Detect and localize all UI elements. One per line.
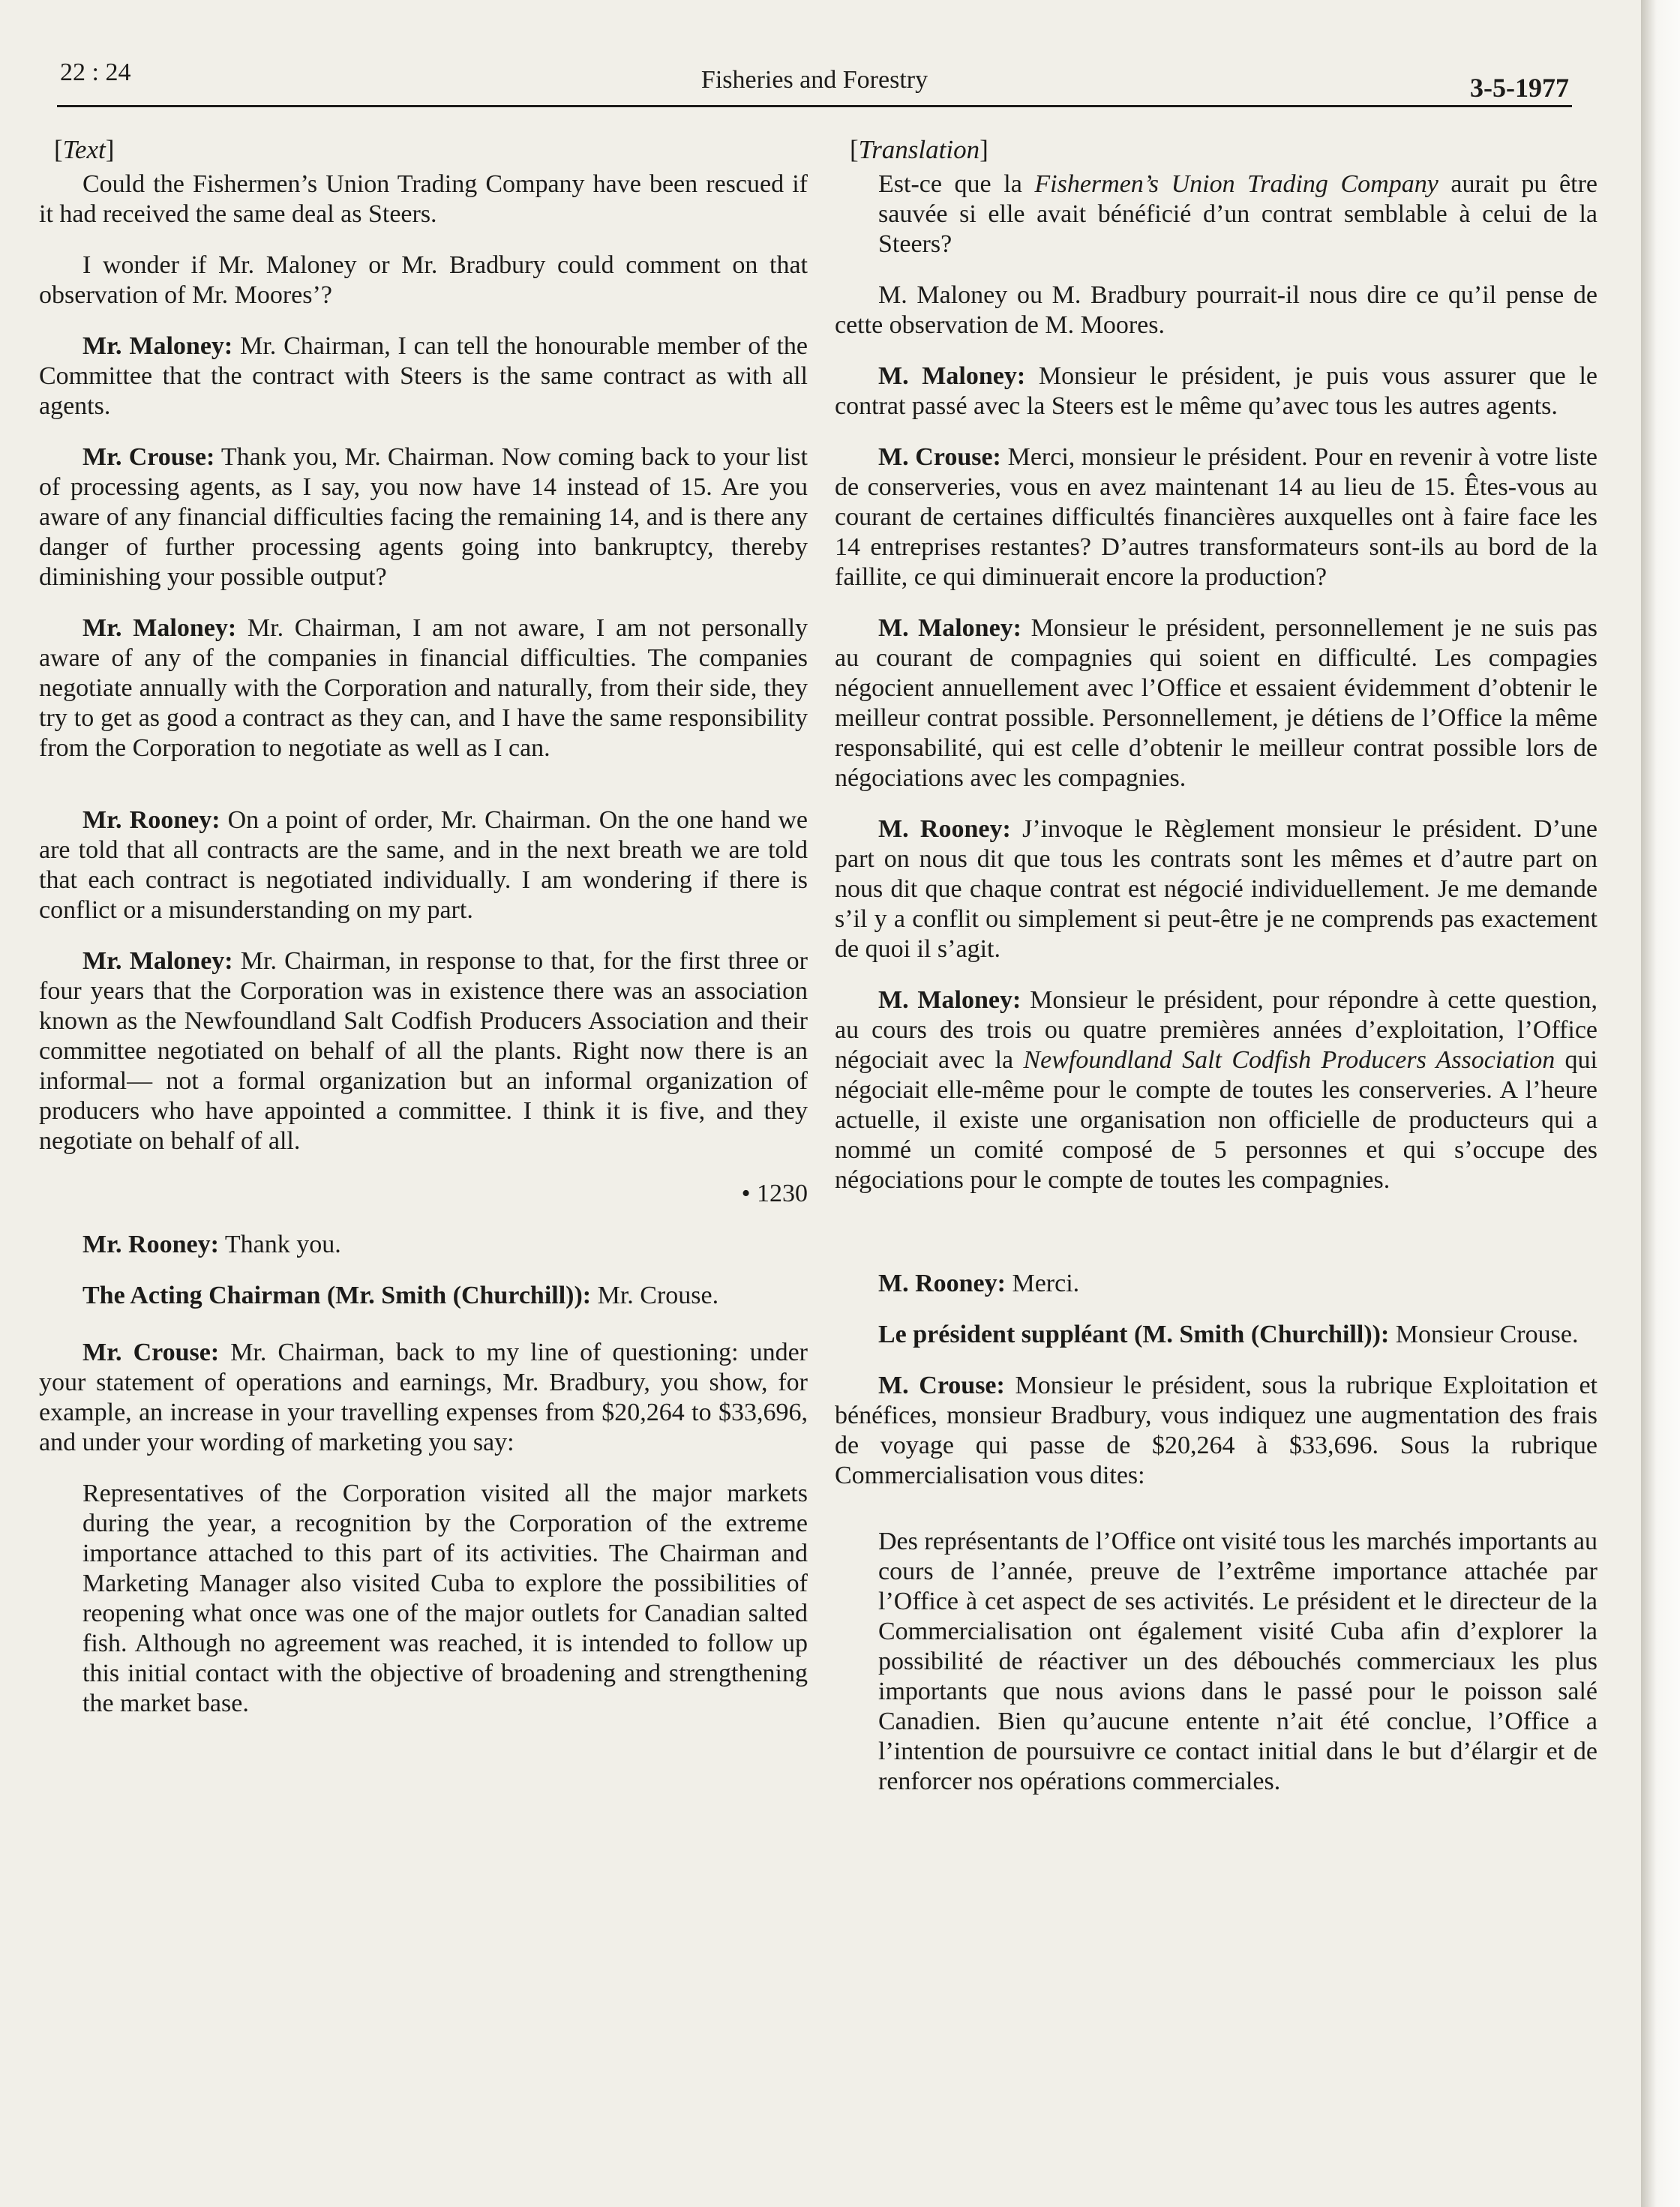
paragraph: M. Crouse: Monsieur le président, sous la rubrique Exploitation et bénéfices, monsieur Bradbury, vous indiquez une augmentation des frais de voyage qui passe de $20,264 à $33,696. Sous la rubrique Commercialisation vous dites:	[835, 1372, 1598, 1489]
paragraph: M. Maloney ou M. Bradbury pourrait-il nous dire ce qu’il pense de cette observation de M. Moores.	[835, 281, 1598, 339]
paragraph: Mr. Crouse: Thank you, Mr. Chairman. Now coming back to your list of processing agents, as I say, you now have 14 instead of 15. Are you aware of any financial difficulties facing the remaining 14, and is there any danger of further processing agents going into bankruptcy, thereby diminishing your possible output?	[39, 443, 808, 591]
column-label-translation: [Translation]	[850, 135, 988, 164]
paragraph: M. Maloney: Monsieur le président, personnellement je ne suis pas au courant de compagnies qui soient en difficulté. Les compagies négocient annuellement avec l’Office et essaient évidemment d’obtenir le meilleur contrat possible. Personnellement, je détiens de l’Office la même responsabilité, qui est celle d’obtenir le meilleur contrat possible lors de négociations avec les compagnies.	[835, 614, 1598, 792]
speaker-name: M. Crouse:	[878, 1372, 1005, 1399]
speaker-name: M. Maloney:	[878, 362, 1026, 390]
paragraph: M. Maloney: Monsieur le président, pour répondre à cette question, au cours des trois ou quatre premières années d’exploitation, l’Office négociait avec la Newfoundland Salt Codfish Producers Association qui négociait elle-même pour le compte de toutes les conserveries. A l’heure actuelle, il existe une organisation non officielle de producteurs qui a nommé un comité composé de 5 personnes et qui s’occupe des négociations pour le compte de toutes les compagnies.	[835, 986, 1598, 1194]
header-date: 3-5-1977	[1470, 73, 1569, 103]
speaker-name: Le président suppléant (M. Smith (Churchill)):	[878, 1321, 1390, 1348]
paragraph: Mr. Crouse: Mr. Chairman, back to my line of questioning: under your statement of operations and earnings, Mr. Bradbury, you show, for example, an increase in your travelling expenses from $20,264 to $33,696, and under your wording of marketing you say:	[39, 1339, 808, 1456]
speaker-name: Mr. Rooney:	[82, 806, 220, 834]
paragraph: Le président suppléant (M. Smith (Churchill)): Monsieur Crouse.	[878, 1321, 1579, 1348]
speaker-name: M. Maloney:	[878, 614, 1022, 642]
paragraph: The Acting Chairman (Mr. Smith (Churchill)): Mr. Crouse.	[82, 1282, 719, 1309]
french-column	[835, 135, 1598, 1818]
paragraph: M. Rooney: J’invoque le Règlement monsieur le président. D’une part on nous dit que tous les contrats sont les mêmes et d’autre part on nous dit que chaque contrat est négocié individuellement. Je me demande s’il y a conflit ou simplement si peut-être je ne comprends pas exactement de quoi il s’agit.	[835, 815, 1598, 963]
page-edge	[1641, 0, 1680, 2207]
publication-title: Fisheries and Forestry	[700, 66, 928, 94]
speaker-name: Mr. Maloney:	[82, 332, 233, 360]
speaker-name: The Acting Chairman (Mr. Smith (Churchill)):	[82, 1282, 592, 1309]
speaker-name: M. Rooney:	[878, 815, 1011, 843]
paragraph: M. Crouse: Merci, monsieur le président. Pour en revenir à votre liste de conserveries, vous en avez maintenant 14 au lieu de 15. Êtes-vous au courant de certaines difficultés financières auxquelles ont à faire face les 14 entreprises restantes? D’autres transformateurs sont-ils au bord de la faillite, ce qui diminuerait encore la production?	[835, 443, 1598, 591]
column-label-text: [Text]	[54, 135, 115, 164]
paragraph: I wonder if Mr. Maloney or Mr. Bradbury could comment on that observation of Mr. Moores’?	[39, 251, 808, 309]
block-quote: Des représentants de l’Office ont visité tous les marchés importants au cours de l’année, preuve de l’extrême importance attachée par l’Office à cet aspect de ses activités. Le président et le directeur de la Commercialisation ont également visité Cuba afin d’explorer la possibilité de réactiver un des débouchés commerciaux les plus importants que nous avions dans le passé pour le poisson salé Canadien. Bien qu’aucune entente n’ait été conclue, l’Office a l’intention de poursuivre ce contact initial dans le but d’élargir et de renforcer nos opérations commerciales.	[878, 1528, 1598, 1795]
paragraph: Mr. Maloney: Mr. Chairman, I can tell the honourable member of the Committee that the contract with Steers is the same contract as with all agents.	[39, 332, 808, 420]
paragraph: Mr. Rooney: Thank you.	[82, 1231, 341, 1258]
speaker-name: M. Crouse:	[878, 443, 1001, 471]
speaker-name: Mr. Maloney:	[82, 947, 233, 975]
speaker-name: M. Rooney:	[878, 1270, 1006, 1297]
paragraph: Mr. Maloney: Mr. Chairman, I am not aware, I am not personally aware of any of the companies in financial difficulties. The companies negotiate annually with the Corporation and naturally, from their side, they try to get as good a contract as they can, and I have the same responsibility from the Corporation to negotiate as well as I can.	[39, 614, 808, 762]
block-quote: Representatives of the Corporation visited all the major markets during the year, a recognition by the Corporation of the extreme importance attached to this part of its activities. The Chairman and Marketing Manager also visited Cuba to explore the possibilities of reopening what once was one of the major outlets for Canadian salted fish. Although no agreement was reached, it is intended to follow up this initial contact with the objective of broadening and strengthening the market base.	[82, 1480, 808, 1717]
speaker-name: M. Maloney:	[878, 986, 1022, 1014]
paragraph: Mr. Rooney: On a point of order, Mr. Chairman. On the one hand we are told that all contracts are the same, and in the next breath we are told that each contract is negotiated individually. I am wondering if there is conflict or a misunderstanding on my part.	[39, 806, 808, 924]
paragraph: Est-ce que la Fishermen’s Union Trading Company aurait pu être sauvée si elle avait bénéficié d’un contrat semblable à celui de la Steers?	[878, 170, 1598, 258]
paragraph: M. Rooney: Merci.	[878, 1270, 1080, 1297]
speaker-name: Mr. Crouse:	[82, 443, 215, 471]
page-number: 22 : 24	[60, 58, 131, 86]
header-rule	[57, 105, 1572, 107]
page-header	[60, 58, 1569, 103]
paragraph: Could the Fishermen’s Union Trading Company have been rescued if it had received the same deal as Steers.	[39, 170, 808, 228]
paragraph: Mr. Maloney: Mr. Chairman, in response to that, for the first three or four years that the Corporation was in existence there was an association known as the Newfoundland Salt Codfish Producers Association and their committee negotiated on behalf of all the plants. Right now there is an informal— not a formal organization but an informal organization of producers who have appointed a committee. I think it is five, and they negotiate on behalf of all.	[39, 947, 808, 1155]
speaker-name: Mr. Rooney:	[82, 1231, 219, 1258]
paragraph: M. Maloney: Monsieur le président, je puis vous assurer que le contrat passé avec la Steers est le même qu’avec tous les autres agents.	[835, 362, 1598, 420]
speaker-name: Mr. Maloney:	[82, 614, 237, 642]
time-marker: • 1230	[741, 1180, 808, 1207]
speaker-name: Mr. Crouse:	[82, 1339, 220, 1366]
english-column	[39, 135, 808, 1740]
